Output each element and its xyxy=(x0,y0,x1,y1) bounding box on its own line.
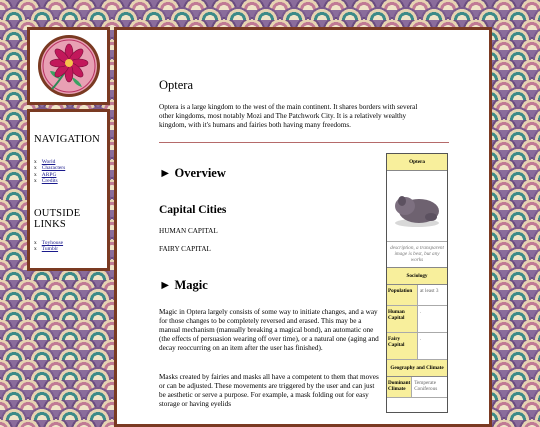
nav-link-world[interactable]: World xyxy=(41,159,56,165)
nav-bullet: x xyxy=(34,240,37,247)
infobox-image xyxy=(387,171,447,242)
infobox-value: . xyxy=(420,336,422,342)
nav-link-arpg[interactable]: ARPG xyxy=(41,171,57,178)
infobox-caption: description, a transparent image is best, but any works xyxy=(387,242,447,268)
navigation-heading: NAVIGATION xyxy=(34,134,100,145)
infobox-value: . xyxy=(420,309,422,315)
intro-paragraph: Optera is a large kingdom to the west of the main continent. It shares borders with several other kingdoms, most notably Mozi and The Patchwork City. It is a relatively wealthy kingdom, with it's humans and fairies both having many freedoms. xyxy=(159,103,418,129)
main-content-panel xyxy=(114,27,492,427)
capital-cities-heading: Capital Cities xyxy=(159,204,227,216)
infobox-value: at least 3 xyxy=(420,288,439,294)
infobox-row xyxy=(387,306,447,333)
nav-link-tumblr[interactable]: Tumblr xyxy=(41,246,59,253)
nav-item-credits xyxy=(34,178,103,184)
creature-image-icon xyxy=(387,171,447,241)
magic-paragraph-1: Magic in Optera largely consists of some way to initiate changes, and a way for those changes to be completely reversed and erased. This may be a manual mechanism (manually breaking a magical bond), an automatic one (the effects of persuasion wearing off over time), or a natural one (aging and decay reoccurring on an item after the user has finished). xyxy=(159,308,379,352)
navigation-panel xyxy=(27,109,110,271)
nav-bullet: x xyxy=(34,159,37,165)
outside-links-list xyxy=(34,240,103,253)
magic-paragraph-2: Masks created by fairies and masks all have a competent to them that moves or can be adjusted. These movements are triggered by the user and can just be aesthetic or serve a purpose. For example, a mask folding out for easy storage or having eyelids xyxy=(159,373,379,408)
infobox-value: Temperate Coniferous xyxy=(414,380,438,392)
divider xyxy=(159,142,449,143)
infobox-key: Population xyxy=(387,285,418,305)
overview-heading[interactable]: ► Overview xyxy=(159,166,226,180)
page-title: Optera xyxy=(159,78,194,92)
nav-bullet: x xyxy=(34,171,37,178)
infobox-key: Fairy Capital xyxy=(387,333,418,359)
nav-item-tumblr xyxy=(34,246,103,252)
infobox-section-geography: Geography and Climate xyxy=(387,360,447,377)
nav-bullet: x xyxy=(34,165,37,172)
nav-bullet: x xyxy=(34,177,37,184)
infobox-row xyxy=(387,333,447,360)
logo-panel xyxy=(27,27,110,105)
nav-bullet: x xyxy=(34,246,37,253)
human-capital-label: HUMAN CAPITAL xyxy=(159,227,218,235)
navigation-list xyxy=(34,159,103,184)
infobox-section-sociology: Sociology xyxy=(387,268,447,285)
nav-link-characters[interactable]: Characters xyxy=(41,165,66,172)
infobox-key: Dominant Climate xyxy=(387,377,412,397)
infobox-key: Human Capital xyxy=(387,306,418,332)
nav-link-toyhouse[interactable]: Toyhouse xyxy=(41,240,64,247)
flower-emblem-icon xyxy=(36,33,102,99)
infobox-row xyxy=(387,285,447,306)
nav-link-credits[interactable]: Credits xyxy=(41,177,58,184)
infobox-title: Optera xyxy=(387,154,447,171)
infobox xyxy=(386,153,448,413)
fairy-capital-label: FAIRY CAPITAL xyxy=(159,245,211,253)
infobox-row xyxy=(387,377,447,398)
magic-heading[interactable]: ► Magic xyxy=(159,278,208,292)
outside-links-heading: OUTSIDE LINKS xyxy=(34,208,81,231)
